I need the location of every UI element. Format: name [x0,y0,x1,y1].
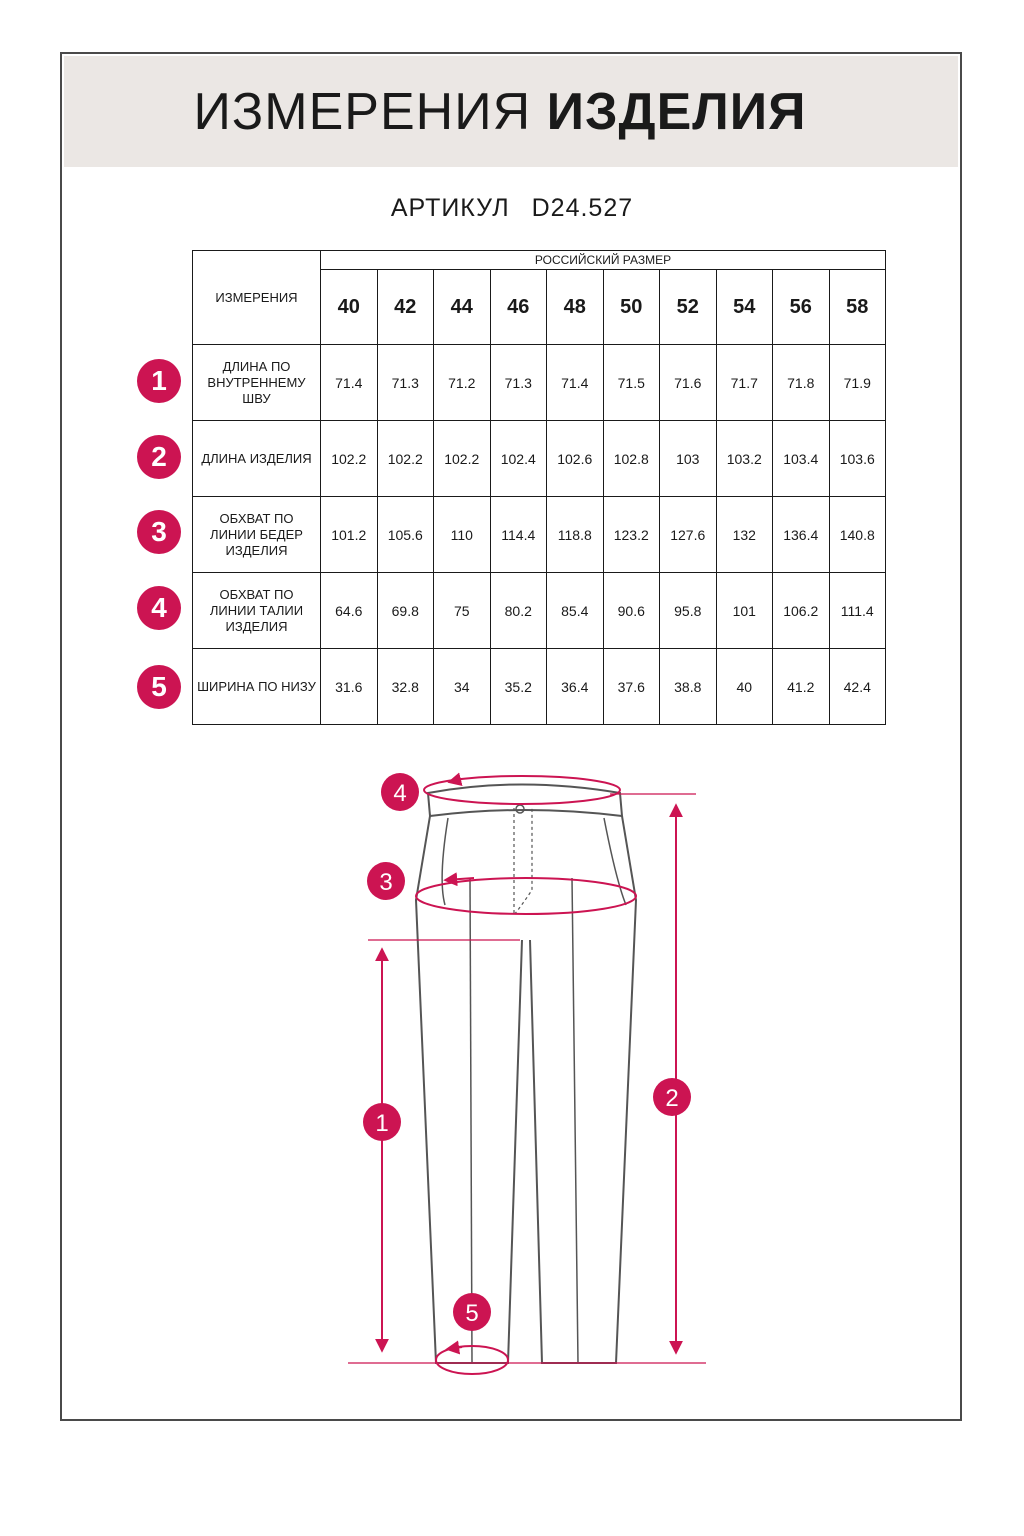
table-cell: 71.2 [434,345,491,421]
table-cell: 32.8 [377,649,434,725]
diagram-callout-2 [653,1078,691,1116]
row-label: ШИРИНА ПО НИЗУ [193,649,321,725]
table-cell: 102.2 [434,421,491,497]
table-cell: 105.6 [377,497,434,573]
table-cell: 69.8 [377,573,434,649]
row-number-badge: 5 [137,665,181,709]
table-cell: 71.4 [321,345,378,421]
row-number-badge: 4 [137,586,181,630]
size-header: 46 [490,270,547,345]
table-cell: 118.8 [547,497,604,573]
table-cell: 71.5 [603,345,660,421]
table-cell: 127.6 [660,497,717,573]
callout-label: 5 [465,1300,479,1327]
measurement-lines [348,776,706,1374]
size-header: 54 [716,270,773,345]
size-header: 44 [434,270,491,345]
title-light: ИЗМЕРЕНИЯ [193,83,532,141]
article-code: D24.527 [531,194,634,222]
table-cell: 37.6 [603,649,660,725]
table-cell: 71.3 [377,345,434,421]
table-cell: 132 [716,497,773,573]
trousers-outline [416,785,636,1364]
table-cell: 40 [716,649,773,725]
size-header: 56 [773,270,830,345]
callout-label: 2 [665,1085,679,1112]
measure-header: ИЗМЕРЕНИЯ [193,251,321,345]
table-cell: 140.8 [829,497,886,573]
callout-label: 1 [375,1110,389,1137]
table-cell: 38.8 [660,649,717,725]
table-cell: 34 [434,649,491,725]
table-cell: 75 [434,573,491,649]
table-cell: 64.6 [321,573,378,649]
size-header: 48 [547,270,604,345]
row-label: ОБХВАТ ПО ЛИНИИ ТАЛИИ ИЗДЕЛИЯ [193,573,321,649]
diagram-callout-5 [453,1293,491,1331]
diagram-callout-1 [363,1103,401,1141]
table-cell: 111.4 [829,573,886,649]
table-cell: 71.9 [829,345,886,421]
table-cell: 71.6 [660,345,717,421]
table-cell: 101.2 [321,497,378,573]
table-cell: 136.4 [773,497,830,573]
table-cell: 85.4 [547,573,604,649]
table-cell: 42.4 [829,649,886,725]
table-cell: 90.6 [603,573,660,649]
row-label: ДЛИНА ИЗДЕЛИЯ [193,421,321,497]
table-cell: 103 [660,421,717,497]
size-header: 50 [603,270,660,345]
table-cell: 102.8 [603,421,660,497]
table-cell: 71.3 [490,345,547,421]
table-cell: 71.4 [547,345,604,421]
table-cell: 41.2 [773,649,830,725]
row-number-badge: 3 [137,510,181,554]
row-number-badge: 2 [137,435,181,479]
table-cell: 102.6 [547,421,604,497]
table-cell: 123.2 [603,497,660,573]
table-cell: 36.4 [547,649,604,725]
callout-label: 4 [393,780,407,807]
size-header: 52 [660,270,717,345]
row-label: ДЛИНА ПО ВНУТРЕННЕМУ ШВУ [193,345,321,421]
table-cell: 102.4 [490,421,547,497]
row-number-badge: 1 [137,359,181,403]
table-cell: 102.2 [377,421,434,497]
title-bold: ИЗДЕЛИЯ [546,83,807,141]
table-cell: 71.8 [773,345,830,421]
table-cell: 103.4 [773,421,830,497]
table-cell: 110 [434,497,491,573]
table-cell: 103.6 [829,421,886,497]
table-cell: 106.2 [773,573,830,649]
table-cell: 103.2 [716,421,773,497]
table-cell: 31.6 [321,649,378,725]
size-header: 42 [377,270,434,345]
russian-size-header: РОССИЙСКИЙ РАЗМЕР [321,251,886,270]
table-cell: 71.7 [716,345,773,421]
table-cell: 35.2 [490,649,547,725]
table-cell: 95.8 [660,573,717,649]
table-cell: 101 [716,573,773,649]
row-label: ОБХВАТ ПО ЛИНИИ БЕДЕР ИЗДЕЛИЯ [193,497,321,573]
size-header: 58 [829,270,886,345]
size-header: 40 [321,270,378,345]
diagram-callout-3 [367,862,405,900]
callout-label: 3 [379,869,393,896]
diagram-callout-4 [381,773,419,811]
table-cell: 114.4 [490,497,547,573]
table-cell: 102.2 [321,421,378,497]
table-cell: 80.2 [490,573,547,649]
article-label: АРТИКУЛ [390,194,510,222]
